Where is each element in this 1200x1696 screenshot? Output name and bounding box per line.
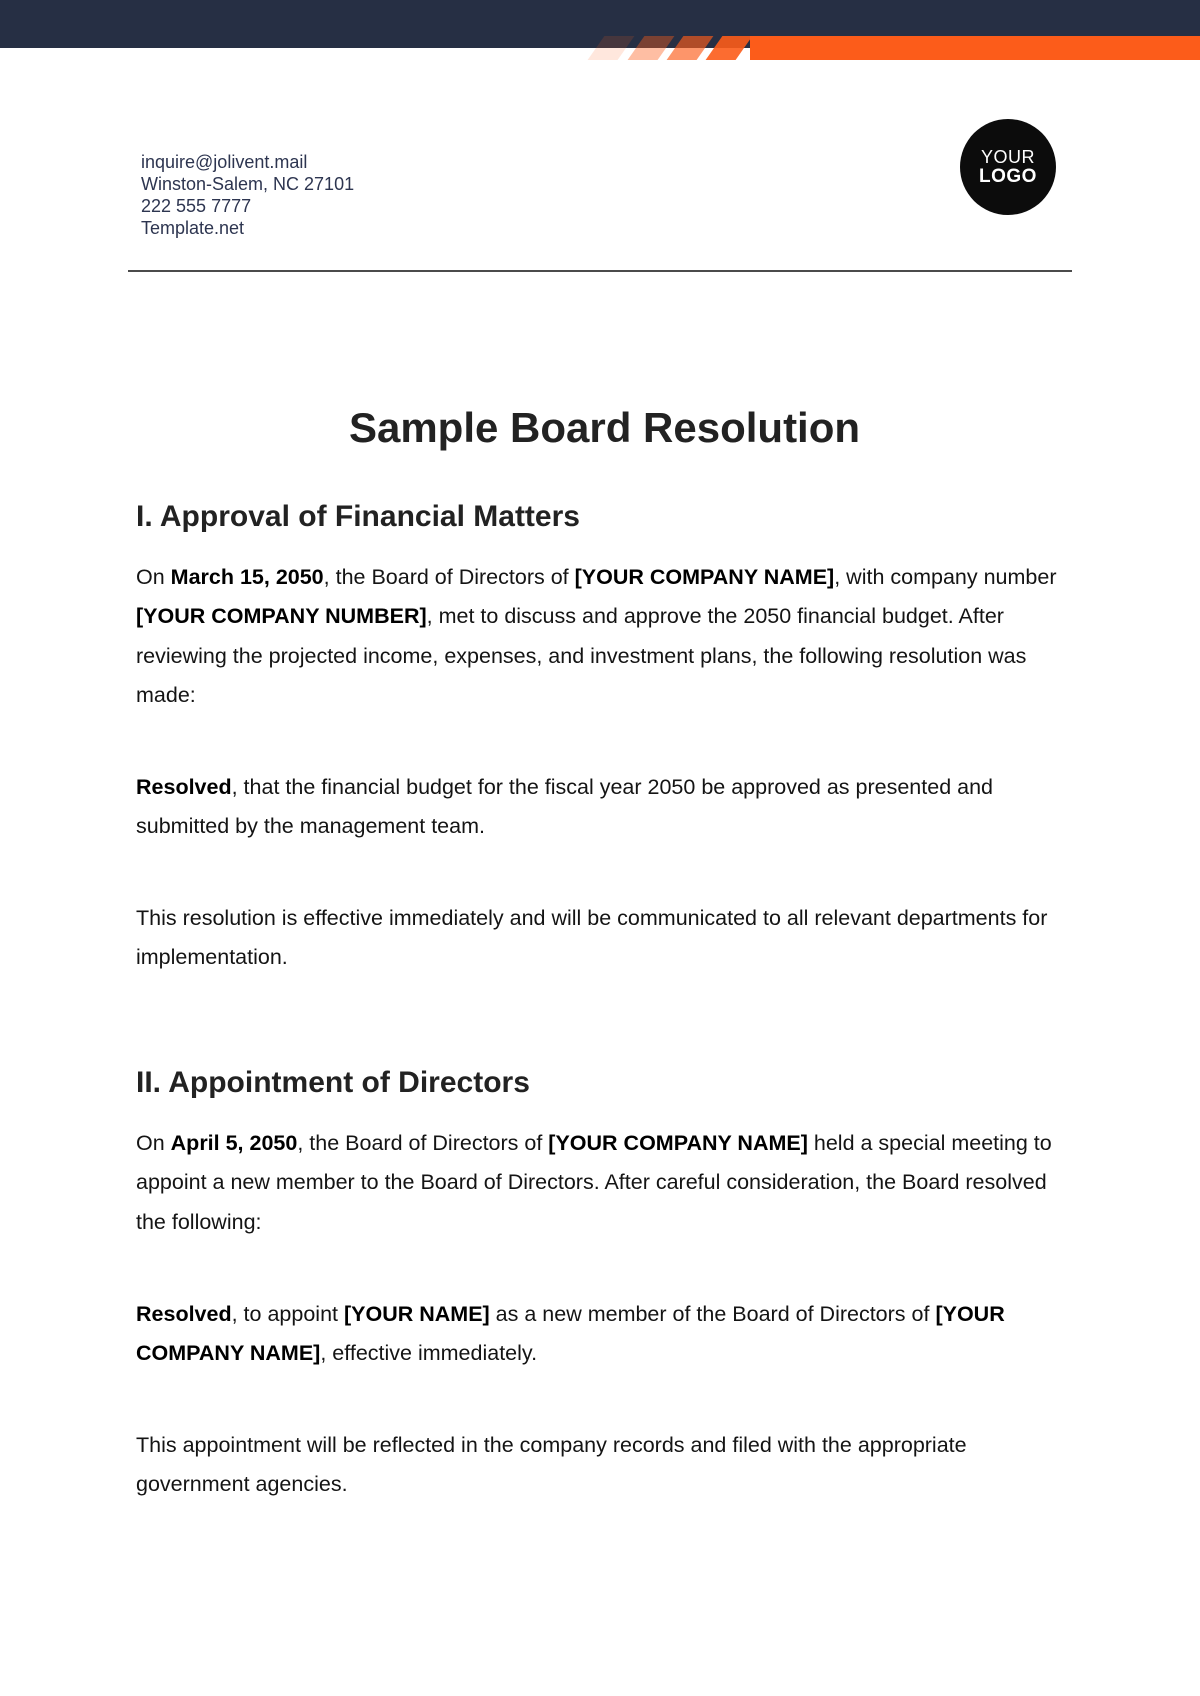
- company-name-placeholder: [YOUR COMPANY NAME]: [548, 1131, 808, 1155]
- text-run: , that the financial budget for the fiscal year 2050 be approved as presented and submitted by the management team.: [136, 775, 993, 839]
- section-2-paragraph-2: [136, 1295, 1076, 1374]
- section-2-paragraph-3: This appointment will be reflected in the company records and filed with the appropriate government agencies.: [136, 1433, 967, 1497]
- contact-block: [141, 151, 354, 239]
- logo-text-top: YOUR: [980, 147, 1035, 167]
- company-logo: [960, 119, 1056, 215]
- text-run: , effective immediately.: [320, 1341, 538, 1366]
- header-orange-bar: [750, 36, 1200, 60]
- text-run: as a new member of the Board of Directors of: [489, 1302, 936, 1326]
- company-name-placeholder: [YOUR COMPANY NAME]: [574, 565, 835, 589]
- section-1-paragraph-1: [136, 558, 1076, 715]
- header-divider: [128, 270, 1072, 272]
- text-run: , the Board of Directors of: [323, 565, 575, 589]
- appointee-name-placeholder: [YOUR NAME]: [343, 1302, 490, 1326]
- company-number-placeholder: [YOUR COMPANY NUMBER]: [136, 604, 427, 629]
- section-1-heading: I. Approval of Financial Matters: [136, 500, 580, 533]
- document-title: Sample Board Resolution: [348, 404, 861, 451]
- resolved-label: Resolved: [136, 775, 232, 799]
- contact-website: Template.net: [141, 218, 245, 238]
- logo-text-bottom: LOGO: [979, 166, 1037, 187]
- text-run: , to appoint: [231, 1302, 344, 1326]
- contact-phone: 222 555 7777: [141, 196, 252, 216]
- text-run: On: [136, 1131, 171, 1155]
- meeting-date: April 5, 2050: [170, 1131, 298, 1155]
- text-run: , the Board of Directors of: [297, 1131, 549, 1155]
- contact-email: inquire@jolivent.mail: [141, 152, 308, 172]
- text-run: , with company number: [834, 565, 1057, 589]
- section-1-paragraph-2: [136, 768, 1076, 847]
- meeting-date: March 15, 2050: [170, 565, 324, 589]
- section-2-paragraph-1: [136, 1124, 1076, 1242]
- section-1-paragraph-3: This resolution is effective immediately and will be communicated to all relevant departments for implementation.: [136, 906, 1048, 970]
- company-name-placeholder: [YOUR COMPANY NAME]: [136, 1302, 1005, 1366]
- text-run: held a special meeting to appoint a new member to the Board of Directors. After careful consideration, the Board resolved the following:: [136, 1131, 1052, 1234]
- section-2-heading: II. Appointment of Directors: [136, 1066, 530, 1099]
- resolved-label: Resolved: [136, 1302, 232, 1326]
- text-run: , met to discuss and approve the 2050 financial budget. After reviewing the projected income, expenses, and investment plans, the following resolution was made:: [136, 604, 1027, 707]
- text-run: On: [136, 565, 171, 589]
- contact-address: Winston-Salem, NC 27101: [141, 174, 355, 194]
